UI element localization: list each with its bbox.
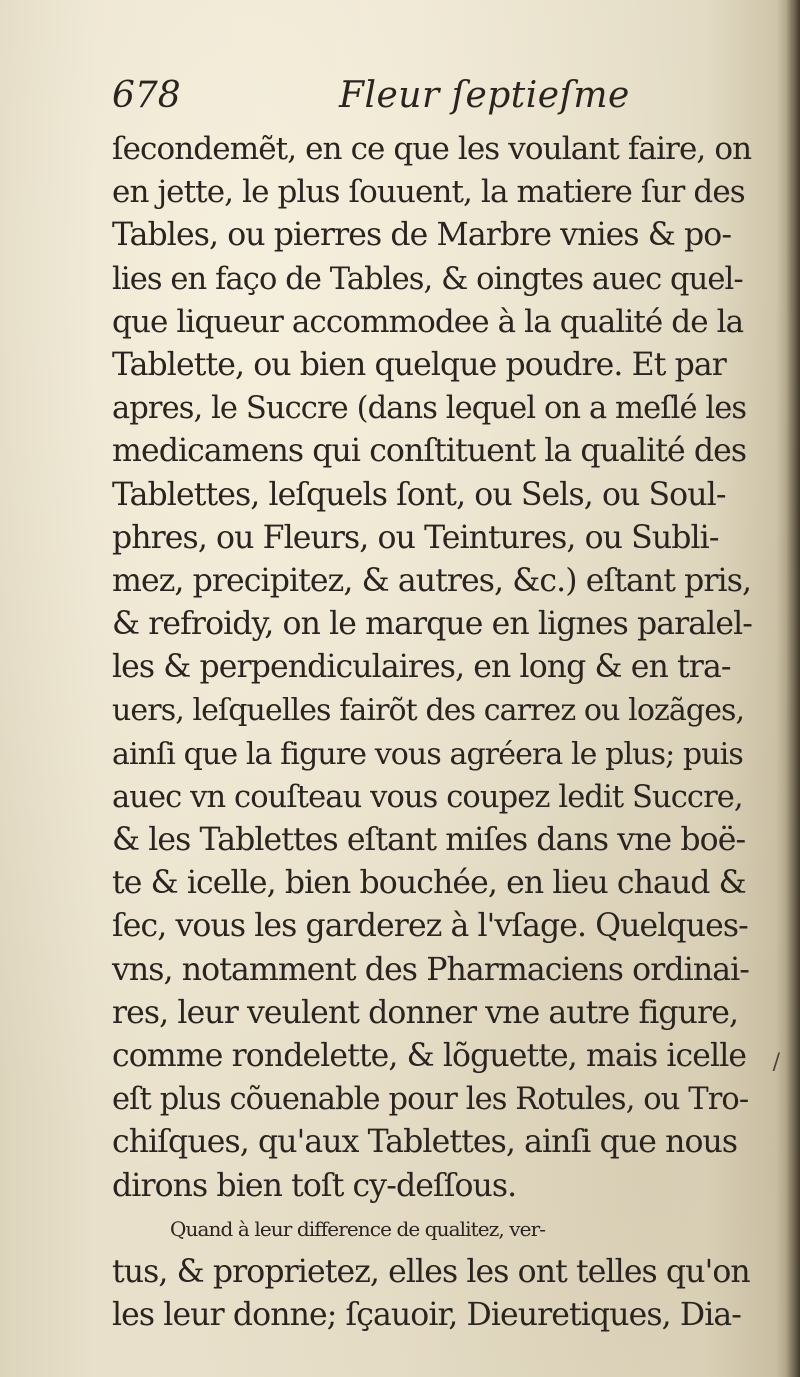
running-head: Fleur ſeptieſme <box>339 75 630 116</box>
text-line: les & perpendiculaires, en long & en tra- <box>112 649 731 686</box>
text-line: ſecondemẽt, en ce que les voulant faire, on <box>112 131 752 167</box>
text-line: en jette, le plus ſouuent, la matiere ſur des <box>112 174 745 211</box>
text-line: chiſques, qu'aux Tablettes, ainſi que nous <box>112 1124 738 1161</box>
text-line: Quand à leur difference de qualitez, ver- <box>170 1216 546 1241</box>
text-line: & les Tablettes eſtant miſes dans vne boë- <box>112 822 746 858</box>
text-line: phres, ou Fleurs, ou Teintures, ou Subli- <box>112 519 719 556</box>
margin-mark: / <box>772 1050 780 1075</box>
text-line: & refroidy, on le marque en lignes paralel- <box>112 606 752 643</box>
text-line: tus, & proprietez, elles les ont telles qu'on <box>112 1253 750 1290</box>
text-line: dirons bien toſt cy-deſſous. <box>112 1167 517 1204</box>
page-number: 678 <box>112 75 181 116</box>
text-line: medicamens qui conſtituent la qualité des <box>112 433 747 470</box>
text-line: lies en faço de Tables, & oingtes auec quel- <box>112 261 743 297</box>
text-line: Tablette, ou bien quelque poudre. Et par <box>112 346 726 383</box>
text-line: apres, le Succre (dans lequel on a meſlé les <box>112 391 747 427</box>
text-line: Tablettes, leſquels ſont, ou Sels, ou Soul- <box>112 476 726 513</box>
text-line: eſt plus cõuenable pour les Rotules, ou Tro- <box>112 1082 749 1118</box>
text-line: comme rondelette, & lõguette, mais icelle <box>112 1037 747 1074</box>
text-line: vns, notamment des Pharmaciens ordinai- <box>112 951 750 988</box>
text-line: res, leur veulent donner vne autre figure, <box>112 994 739 1031</box>
text-line: te & icelle, bien bouchée, en lieu chaud & <box>112 865 746 902</box>
text-line: uers, leſquelles fairõt des carrez ou lozãges, <box>112 693 745 729</box>
page-gutter-shadow <box>786 0 800 1377</box>
text-line: mez, precipitez, & autres, &c.) eſtant pris, <box>112 562 752 599</box>
text-line: que liqueur accommodee à la qualité de la <box>112 303 744 340</box>
text-line: ſec, vous les garderez à l'vſage. Quelques- <box>112 908 748 945</box>
body-text <box>112 128 752 1337</box>
text-line: auec vn couſteau vous coupez ledit Succre, <box>112 779 743 815</box>
page-header <box>112 74 672 124</box>
text-line: ainſi que la figure vous agréera le plus; puis <box>112 736 743 772</box>
text-line: Tables, ou pierres de Marbre vnies & po- <box>112 217 732 254</box>
text-line: les leur donne; ſçauoir, Dieuretiques, Dia- <box>112 1297 741 1334</box>
